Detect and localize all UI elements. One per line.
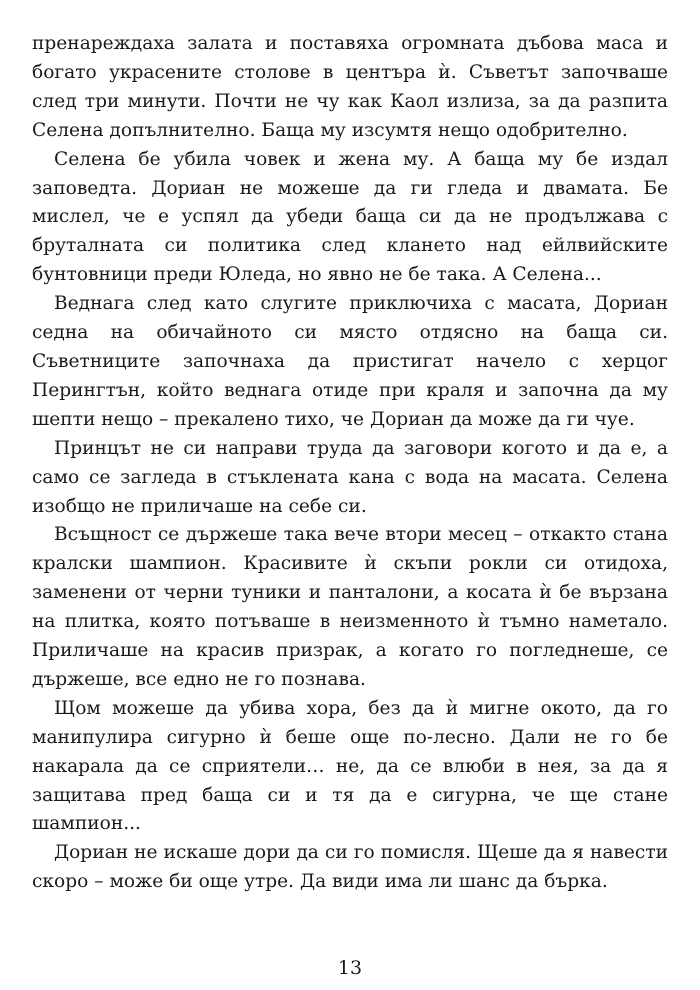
- page-number: 13: [337, 957, 363, 979]
- page-body: [32, 30, 668, 897]
- paragraph-continued: пренареждаха залата и поставяха огромната дъбова маса и богато украсените столове в центъра ѝ. Съветът започваше след три минути. Почти не чу как Каол излиза, за да разпита Селена допълнително. Баща му изсумтя нещо одобрително.: [32, 33, 668, 141]
- paragraph: Всъщност се държеше така вече втори месец – откакто стана кралски шампион. Красивите ѝ скъпи рокли си отидоха, заменени от черни туники и панталони, а косата ѝ бе вързана на плитка, която потъваше в неизменното ѝ тъмно наметало. Приличаше на красив призрак, а когато го погледнеше, се държеше, все едно не го познава.: [32, 524, 668, 690]
- paragraph: Веднага след като слугите приключиха с масата, Дориан седна на обичайното си място отдясно на баща си. Съветниците започнаха да пристигат начело с херцог Перингтън, който веднага отиде при краля и започна да му шепти нещо – прекалено тихо, че Дориан да може да ги чуе.: [32, 293, 668, 430]
- paragraph: Щом можеше да убива хора, без да ѝ мигне окото, да го манипулира сигурно ѝ беше още по-лесно. Дали не го бе накарала да се сприятели… не, да се влюби в нея, за да я защитава пред баща си и тя да е сигурна, че ще стане шампион...: [32, 697, 668, 835]
- paragraph: Принцът не си направи труда да заговори когото и да е, а само се загледа в стъклената кана с вода на масата. Селена изобщо не приличаше на себе си.: [32, 437, 668, 517]
- paragraph: Селена бе убила човек и жена му. А баща му бе издал заповедта. Дориан не можеше да ги гледа и двамата. Бе мислел, че е успял да убеди баща си да не продължава с бруталната си политика след клането над ейлвийските бунтовници преди Юледа, но явно не бе така. А Селена...: [32, 148, 668, 286]
- paragraph: Дориан не искаше дори да си го помисля. Щеше да я навести скоро – може би още утре. Да види има ли шанс да бърка.: [32, 842, 668, 893]
